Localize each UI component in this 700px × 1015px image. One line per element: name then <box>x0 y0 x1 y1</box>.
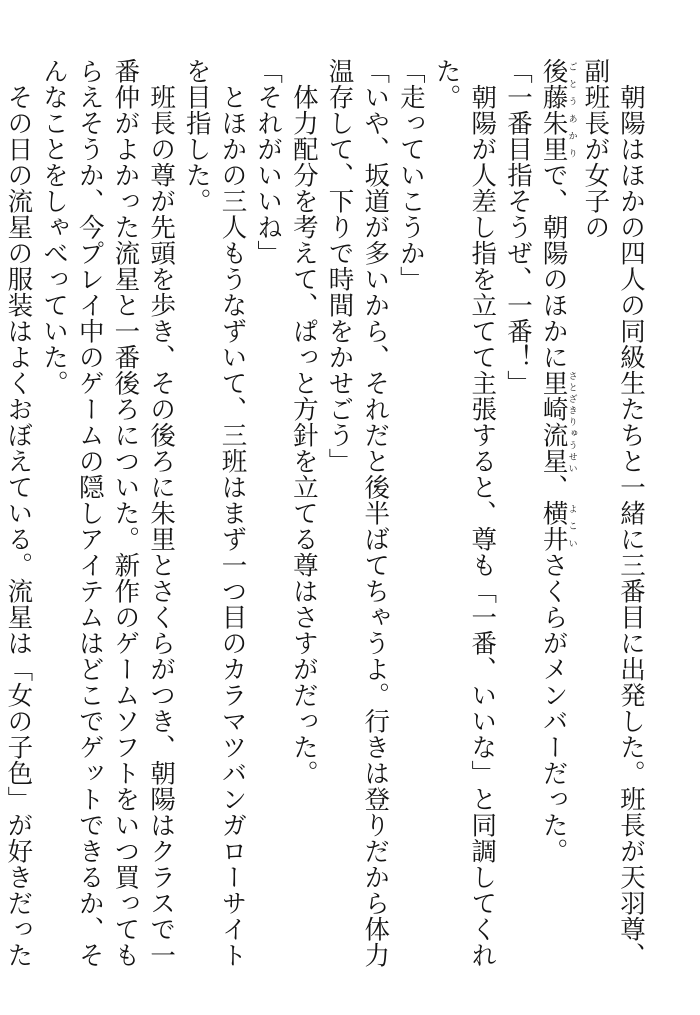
paragraph: 班長の尊が先頭を歩き、その後ろに朱里とさくらがつき、朝陽はクラスで一番仲がよかった流星と一番後ろについた。新作のゲームソフトをいつ買ってもらえそうか、今プレイ中のゲームの隠しアイテムはどこでゲットできるか、そんなことをしゃべっていた。 <box>39 58 177 968</box>
paragraph: とほかの三人もうなずいて、三班はまず一つ目のカラマツバンガローサイトを目指した。 <box>181 58 248 968</box>
ruby-name-yokoi: 横井よこい <box>538 500 577 552</box>
paragraph: 体力配分を考えて、ぱっと方針を立てる尊はさすがだった。 <box>288 83 319 786</box>
paragraph: その日の流星の服装はよくおぼえている。流星は「女の子色」が好きだった <box>3 83 34 968</box>
dialogue: 「それがいいね」 <box>253 58 284 266</box>
paragraph: 後藤朱里ごとうあかりで、朝陽のほかに里崎流星さとざきりゅうせい、横井よこいさくらがメンバーだった。 <box>538 58 577 864</box>
dialogue: 「走っていこうか」 <box>395 58 426 292</box>
paragraph: 朝陽はほかの四人の同級生たちと一緒に三番目に出発した。班長が天羽尊、副班長が女子の <box>580 58 646 968</box>
paragraph: 朝陽が人差し指を立てて主張すると、尊も「一番、いいな」と同調してくれた。 <box>431 58 498 968</box>
dialogue: 「一番目指そうぜ、一番！」 <box>502 58 533 396</box>
ruby-name-goto-akari: 後藤朱里ごとうあかり <box>538 58 577 162</box>
ruby-name-satozaki-ryusei: 里崎流星さとざきりゅうせい <box>538 370 577 474</box>
dialogue: 「いや、坂道が多いから、それだと後半ばてちゃうよ。行きは登りだから体力温存して、下りで時間をかせごう」 <box>324 58 391 968</box>
vertical-text-body <box>0 58 648 978</box>
